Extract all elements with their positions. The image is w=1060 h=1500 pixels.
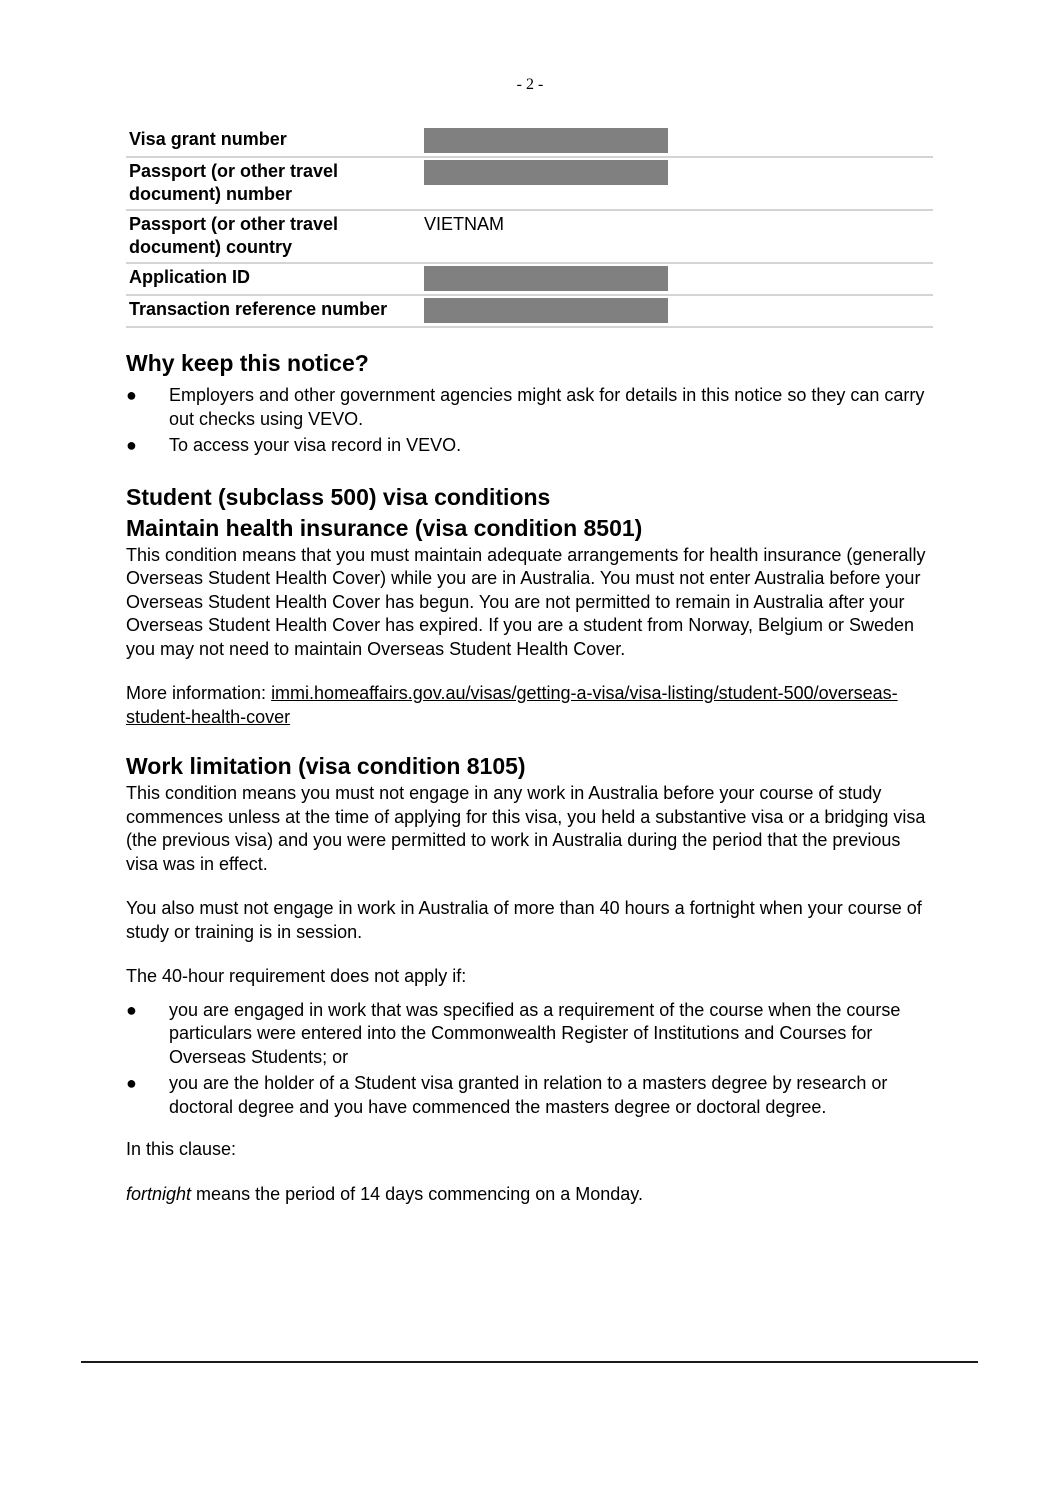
table-row bbox=[126, 210, 933, 263]
bullet-icon: ● bbox=[126, 999, 137, 1020]
redaction-block bbox=[424, 128, 668, 153]
list-item: ● you are engaged in work that was specified as a requirement of the course when the course particulars were entered into the Commonwealth Register of Institutions and Courses for Overseas Students; or bbox=[126, 999, 901, 1067]
fortnight-definition bbox=[126, 1183, 934, 1207]
bullet-icon: ● bbox=[126, 435, 137, 455]
row-label-visa-grant-number: Visa grant number bbox=[126, 126, 422, 157]
document-content bbox=[126, 126, 934, 1206]
why-keep-heading: Why keep this notice? bbox=[126, 350, 369, 376]
redaction-block bbox=[424, 160, 668, 185]
health-condition-body: This condition means that you must maintain adequate arrangements for health insurance (generally Overseas Student Health Cover) while you are in Australia. You must not enter Australia before your Overseas Student Health Cover has begun. You are not permitted to remain in Australia after your Overseas Student Health Cover has expired. If you are a student from Norway, Belgium or Sweden you may not need to maintain Overseas Student Health Cover. bbox=[126, 544, 926, 659]
visa-details-table bbox=[126, 126, 933, 328]
conditions-heading: Student (subclass 500) visa conditions bbox=[126, 483, 551, 510]
row-label-passport-number: Passport (or other travel document) number bbox=[126, 157, 422, 210]
row-label-application-id: Application ID bbox=[126, 263, 422, 295]
bullet-icon: ● bbox=[126, 1073, 137, 1093]
more-info bbox=[126, 682, 934, 729]
row-label-passport-country: Passport (or other travel document) country bbox=[126, 210, 422, 263]
redaction-block bbox=[424, 266, 668, 291]
work-condition-para-3: The 40-hour requirement does not apply if: bbox=[126, 966, 467, 986]
work-condition-para-2: You also must not engage in work in Australia of more than 40 hours a fortnight when your course of study or training is in session. bbox=[126, 898, 922, 942]
more-info-label: More information: bbox=[126, 683, 272, 703]
definition-text: means the period of 14 days commencing on a Monday. bbox=[191, 1183, 643, 1204]
row-value bbox=[422, 263, 933, 295]
bullet-icon: ● bbox=[126, 385, 137, 405]
list-item: ● To access your visa record in VEVO. bbox=[126, 434, 934, 458]
list-item: ● you are the holder of a Student visa granted in relation to a masters degree by research or doctoral degree and you have commenced the masters degree or doctoral degree. bbox=[126, 1073, 888, 1117]
exemption-list bbox=[126, 999, 934, 1120]
table-row bbox=[126, 295, 933, 327]
work-condition-para-1: This condition means you must not engage in any work in Australia before your course of study commences unless at the time of applying for this visa, you held a substantive visa or a bridging visa (the previous visa) and you were permitted to work in Australia during the period that the previous visa was in effect. bbox=[126, 783, 926, 874]
row-value bbox=[422, 157, 933, 210]
row-label-transaction-reference: Transaction reference number bbox=[126, 295, 422, 327]
page-number: - 2 - bbox=[516, 76, 544, 93]
footer-divider bbox=[81, 1361, 978, 1363]
redaction-block bbox=[424, 298, 668, 323]
more-info-link[interactable]: immi.homeaffairs.gov.au/visas/getting-a-visa/visa-listing/student-500/overseas-student-health-cover bbox=[126, 683, 898, 727]
why-keep-list bbox=[126, 384, 934, 458]
table-row bbox=[126, 126, 933, 157]
work-condition-heading: Work limitation (visa condition 8105) bbox=[126, 753, 526, 779]
health-condition-heading: Maintain health insurance (visa condition 8501) bbox=[126, 514, 643, 541]
row-value-passport-country: VIETNAM bbox=[422, 210, 933, 263]
table-row bbox=[126, 263, 933, 295]
row-value bbox=[422, 126, 933, 157]
row-value bbox=[422, 295, 933, 327]
table-row bbox=[126, 157, 933, 210]
list-item: ● Employers and other government agencies might ask for details in this notice so they can carry out checks using VEVO. bbox=[126, 385, 925, 429]
clause-intro: In this clause: bbox=[126, 1139, 237, 1159]
definition-term: fortnight bbox=[126, 1183, 192, 1204]
